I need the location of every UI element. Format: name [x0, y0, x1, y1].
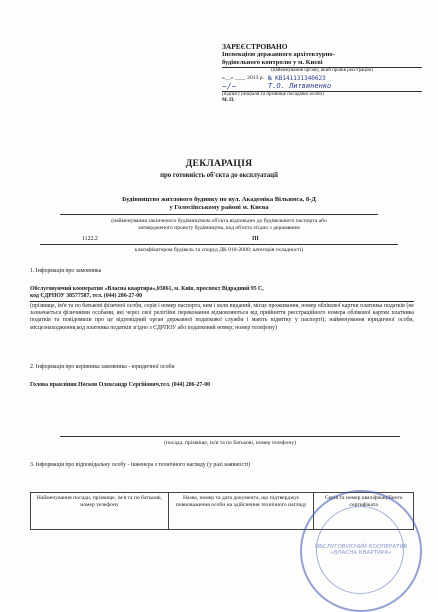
section3-heading: 3. Інформація про відповідальну особу - інженера з технічного нагляду (у разі наявності) — [30, 462, 251, 468]
building-code: 1122.2 — [82, 236, 98, 242]
customer-info-line1: Обслуговуючий кооператив «Власна квартира»,03061, м. Київ, проспект Відрадний 95 С, — [30, 286, 264, 292]
column-header-position: Найменування посади, прізвище, ім'я та по батькові, номер телефону — [31, 493, 169, 530]
registration-signature-caption: (підпис) (ініціали та прізвище посадової особи) — [222, 92, 324, 98]
customer-caption: (прізвище, ім'я та по батькові фізичної особи, серія і номер паспорта, ким і коли виданий, місце проживання, номер облікової картки платника податків (не зазначається фізичними особами, які через свої релігійні переконання відмовляються від прийняття реєстраційного номера облікової картки платника податків та повідомили про це відповідний орган державної податкової служби і мають відмітку у паспорті); найменування юридичної особи, місцезнаходження,код платника податків згідно з ЄДРПОУ або податковий номер; номер телефону) — [30, 303, 414, 331]
section1-heading: 1. Інформація про замовника — [30, 268, 102, 274]
building-name-line2: у Голосіївському районі м. Києва — [169, 204, 269, 211]
stamp-text: ОБСЛУГОВУЮЧИЙ КООПЕРАТИВ «ВЛАСНА КВАРТИРА» — [314, 544, 408, 556]
building-caption-line1: (найменування закінченого будівництвом об'єкта відповідно до будівельного паспорта або — [111, 218, 327, 224]
registration-mp: М. П. — [222, 98, 235, 104]
registration-org-caption: (найменування органу, який провів реєстрацію) — [271, 68, 373, 73]
building-caption — [40, 218, 398, 232]
code-underline — [40, 244, 398, 245]
section2-heading: 2. Інформація про керівника замовника - юридичної особи — [30, 364, 175, 370]
registration-number: № КВ141131340623 — [267, 75, 326, 82]
building-category: III — [252, 236, 259, 242]
registration-date: «__» ____ 2013 р. — [222, 75, 264, 81]
building-caption-line3: класифікатором будівель та споруд ДК 018-2000; категорія складності) — [134, 247, 304, 253]
customer-underline — [30, 301, 414, 302]
registration-heading: ЗАРЕЄСТРОВАНО — [222, 42, 288, 51]
column-header-certificate: Серія та номер кваліфікаційного сертифіката — [314, 493, 414, 530]
registration-org-line1: Інспекцією державного архітектурно- — [222, 51, 335, 58]
building-underline — [60, 214, 378, 215]
building-name — [60, 196, 378, 212]
document-title: ДЕКЛАРАЦІЯ — [185, 158, 253, 169]
document-subtitle: про готовність об'єкта до експлуатації — [160, 172, 278, 179]
registration-date-row — [222, 75, 422, 82]
registration-signature-row — [222, 83, 422, 92]
head-underline — [60, 436, 400, 437]
signature-scribble: ~/~ — [222, 82, 237, 92]
column-header-document: Назва, номер та дата документа, що підтверджує повноваження особи на здійснення технічного нагляду — [168, 493, 314, 530]
customer-info — [30, 286, 414, 300]
building-name-line1: Будівництво житлового будинку по вул. Академіка Вільямса, 8-Д — [122, 196, 316, 203]
head-info: Голова правління Носков Олександр Сергійович,тел. (044) 206-27-00 — [30, 382, 211, 388]
registration-block — [222, 42, 422, 104]
head-caption: (посада, прізвище, ім'я та по батькові, номер телефону) — [163, 440, 297, 446]
building-caption-line2: затвердженого проекту будівництва, код об'єкта згідно з державним — [138, 225, 300, 231]
registration-org-line2: будівельного контролю у м. Києві — [222, 59, 422, 68]
customer-info-line2: код ЄДРПОУ 38577587, тел. (044) 206-27-00 — [30, 293, 143, 300]
registration-signature-name: Т.О. Литвиненко — [268, 82, 332, 91]
stamp-seal — [300, 490, 422, 612]
